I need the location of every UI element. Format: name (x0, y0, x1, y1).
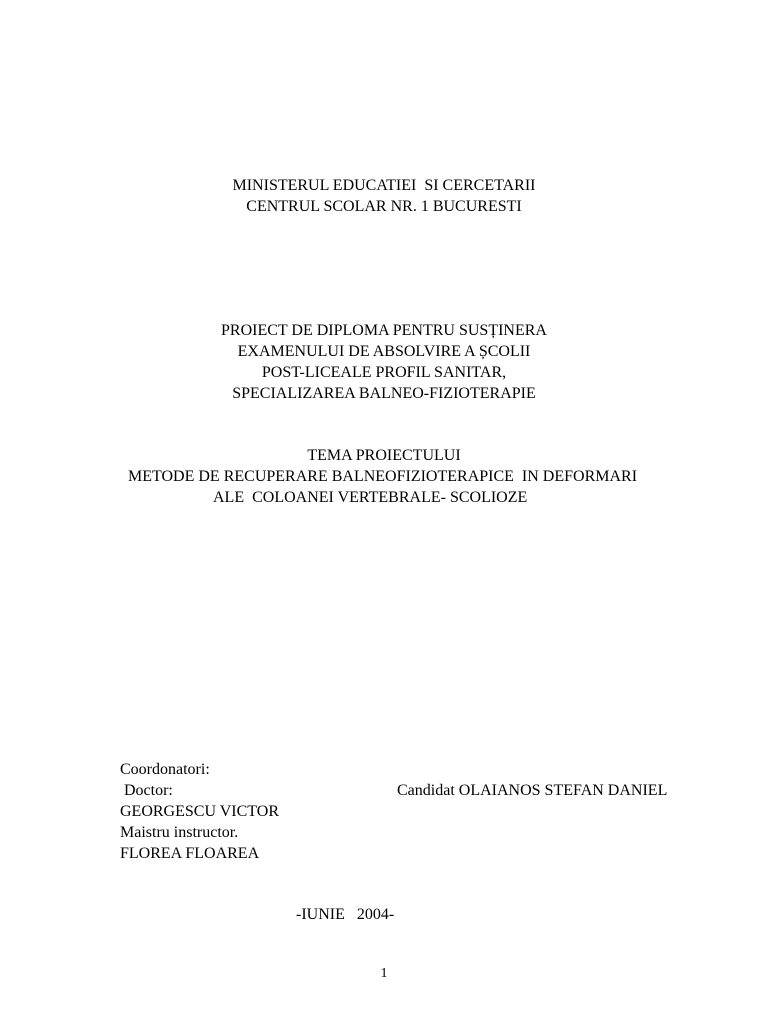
ministry-title: MINISTERUL EDUCATIEI SI CERCETARII (232, 177, 536, 194)
theme-title-line-2: ALE COLOANEI VERTEBRALE- SCOLIOZE (213, 489, 528, 506)
instructor-name: FLOREA FLOAREA (120, 845, 260, 862)
project-line-4: SPECIALIZAREA BALNEO-FIZIOTERAPIE (232, 385, 536, 402)
theme-heading: TEMA PROIECTULUI (307, 447, 461, 464)
candidate-name: Candidat OLAIANOS STEFAN DANIEL (397, 782, 668, 799)
page-number: 1 (380, 966, 388, 981)
school-title: CENTRUL SCOLAR NR. 1 BUCURESTI (246, 198, 522, 215)
doctor-label: Doctor: (120, 782, 173, 799)
project-line-2: EXAMENULUI DE ABSOLVIRE A ȘCOLII (237, 343, 531, 360)
submission-date: -IUNIE 2004- (296, 906, 395, 923)
project-line-1: PROIECT DE DIPLOMA PENTRU SUSȚINERA (221, 322, 547, 339)
coordinators-heading: Coordonatori: (120, 761, 210, 778)
doctor-name: GEORGESCU VICTOR (120, 803, 279, 820)
instructor-label: Maistru instructor. (120, 824, 239, 841)
theme-title-line-1: METODE DE RECUPERARE BALNEOFIZIOTERAPICE IN DEFORMARI (128, 468, 638, 485)
project-line-3: POST-LICEALE PROFIL SANITAR, (261, 364, 507, 381)
